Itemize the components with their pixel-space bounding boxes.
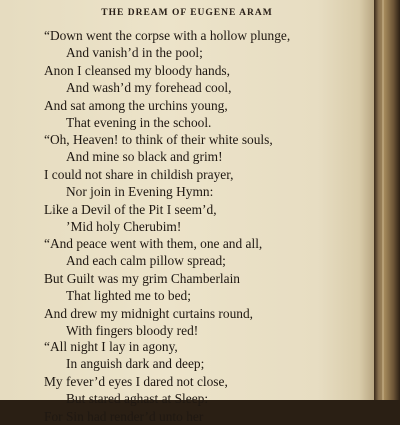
running-head: THE DREAM OF EUGENE ARAM — [101, 8, 273, 18]
stanza-1 — [44, 27, 370, 131]
poem-line: And vanish’d in the pool; — [66, 45, 203, 61]
poem-line: For Sin had render’d unto her — [44, 408, 204, 424]
poem-line: That evening in the school. — [66, 115, 212, 131]
stanza-3 — [44, 235, 370, 339]
poem-line: That lighted me to bed; — [66, 288, 191, 304]
poem-line: Nor join in Evening Hymn: — [66, 184, 214, 200]
poem-line: ’Mid holy Cherubim! — [66, 219, 182, 235]
poem-line: “Oh, Heaven! to think of their white souls, — [44, 132, 273, 147]
poem-line: But Guilt was my grim Chamberlain — [44, 270, 241, 286]
stanza-4 — [44, 338, 370, 425]
poem-line: “Down went the corpse with a hollow plunge, — [44, 28, 291, 43]
stanza-2 — [44, 131, 370, 235]
poem-line: And sat among the urchins young, — [44, 97, 228, 113]
poem-line: But stared aghast at Sleep: — [66, 391, 209, 407]
poem-line: “All night I lay in agony, — [44, 339, 178, 354]
poem-line: With fingers bloody red! — [66, 323, 199, 339]
poem-line: Like a Devil of the Pit I seem’d, — [44, 201, 217, 217]
poem-line: And wash’d my forehead cool, — [66, 80, 232, 96]
poem-line: In anguish dark and deep; — [66, 356, 205, 372]
poem-line: And mine so black and grim! — [66, 149, 223, 165]
poem-line: And drew my midnight curtains round, — [44, 305, 254, 321]
poem-line: And each calm pillow spread; — [66, 253, 226, 269]
book-spine-edge — [374, 0, 400, 400]
poem-line: I could not share in childish prayer, — [44, 166, 234, 182]
poem-line: Anon I cleansed my bloody hands, — [44, 62, 230, 78]
poem-line: “And peace went with them, one and all, — [44, 236, 263, 251]
poem-line: My fever’d eyes I dared not close, — [44, 373, 228, 389]
